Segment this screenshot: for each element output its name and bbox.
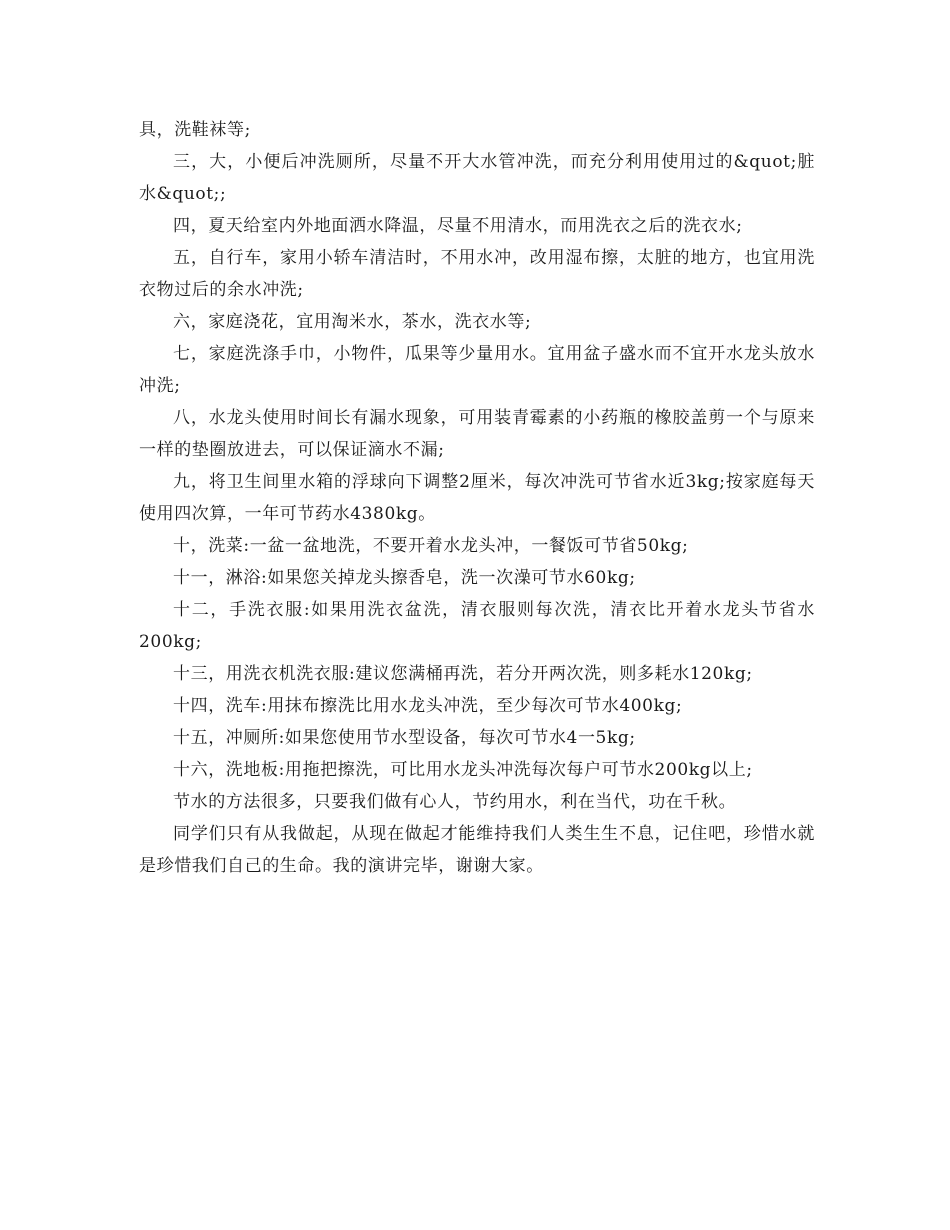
paragraph-tip-10: 十，洗菜:一盆一盆地洗，不要开着水龙头冲，一餐饭可节省50kg; xyxy=(173,536,689,556)
paragraph-tip-9: 九，将卫生间里水箱的浮球向下调整2厘米，每次冲洗可节省水近3kg;按家庭每天使用四次算，一年可节药水4380kg。 xyxy=(139,472,815,524)
paragraph-tip-6: 六，家庭浇花，宜用淘米水，茶水，洗衣水等; xyxy=(173,312,532,332)
paragraph-tip-13: 十三，用洗衣机洗衣服:建议您满桶再洗，若分开两次洗，则多耗水120kg; xyxy=(173,664,753,684)
paragraph-tip-4: 四，夏天给室内外地面洒水降温，尽量不用清水，而用洗衣之后的洗衣水; xyxy=(173,216,743,236)
paragraph-tip-14: 十四，洗车:用抹布擦洗比用水龙头冲洗，至少每次可节水400kg; xyxy=(173,696,683,716)
paragraph-tip-15: 十五，冲厕所:如果您使用节水型设备，每次可节水4一5kg; xyxy=(173,728,636,748)
paragraph-closing: 同学们只有从我做起，从现在做起才能维持我们人类生生不息，记住吧，珍惜水就是珍惜我们自己的生命。我的演讲完毕，谢谢大家。 xyxy=(139,824,815,876)
paragraph-tip-11: 十一，淋浴:如果您关掉龙头擦香皂，洗一次澡可节水60kg; xyxy=(173,568,636,588)
document-body xyxy=(139,114,815,882)
paragraph-tip-5: 五，自行车，家用小轿车清洁时，不用水冲，改用湿布擦，太脏的地方，也宜用洗衣物过后的余水冲洗; xyxy=(139,248,815,300)
paragraph-tip-3: 三，大，小便后冲洗厕所，尽量不开大水管冲洗，而充分利用使用过的&quot;脏水&quot;; xyxy=(139,152,815,204)
paragraph-continuation: 具，洗鞋袜等; xyxy=(139,120,251,140)
paragraph-tip-7: 七，家庭洗涤手巾，小物件，瓜果等少量用水。宜用盆子盛水而不宜开水龙头放水冲洗; xyxy=(139,344,815,396)
paragraph-tip-12: 十二，手洗衣服:如果用洗衣盆洗，清衣服则每次洗，清衣比开着水龙头节省水200kg; xyxy=(139,600,815,652)
paragraph-summary: 节水的方法很多，只要我们做有心人，节约用水，利在当代，功在千秋。 xyxy=(173,792,737,812)
paragraph-tip-8: 八，水龙头使用时间长有漏水现象，可用装青霉素的小药瓶的橡胶盖剪一个与原来一样的垫圈放进去，可以保证滴水不漏; xyxy=(139,408,815,460)
paragraph-tip-16: 十六，洗地板:用拖把擦洗，可比用水龙头冲洗每次每户可节水200kg以上; xyxy=(173,760,753,780)
